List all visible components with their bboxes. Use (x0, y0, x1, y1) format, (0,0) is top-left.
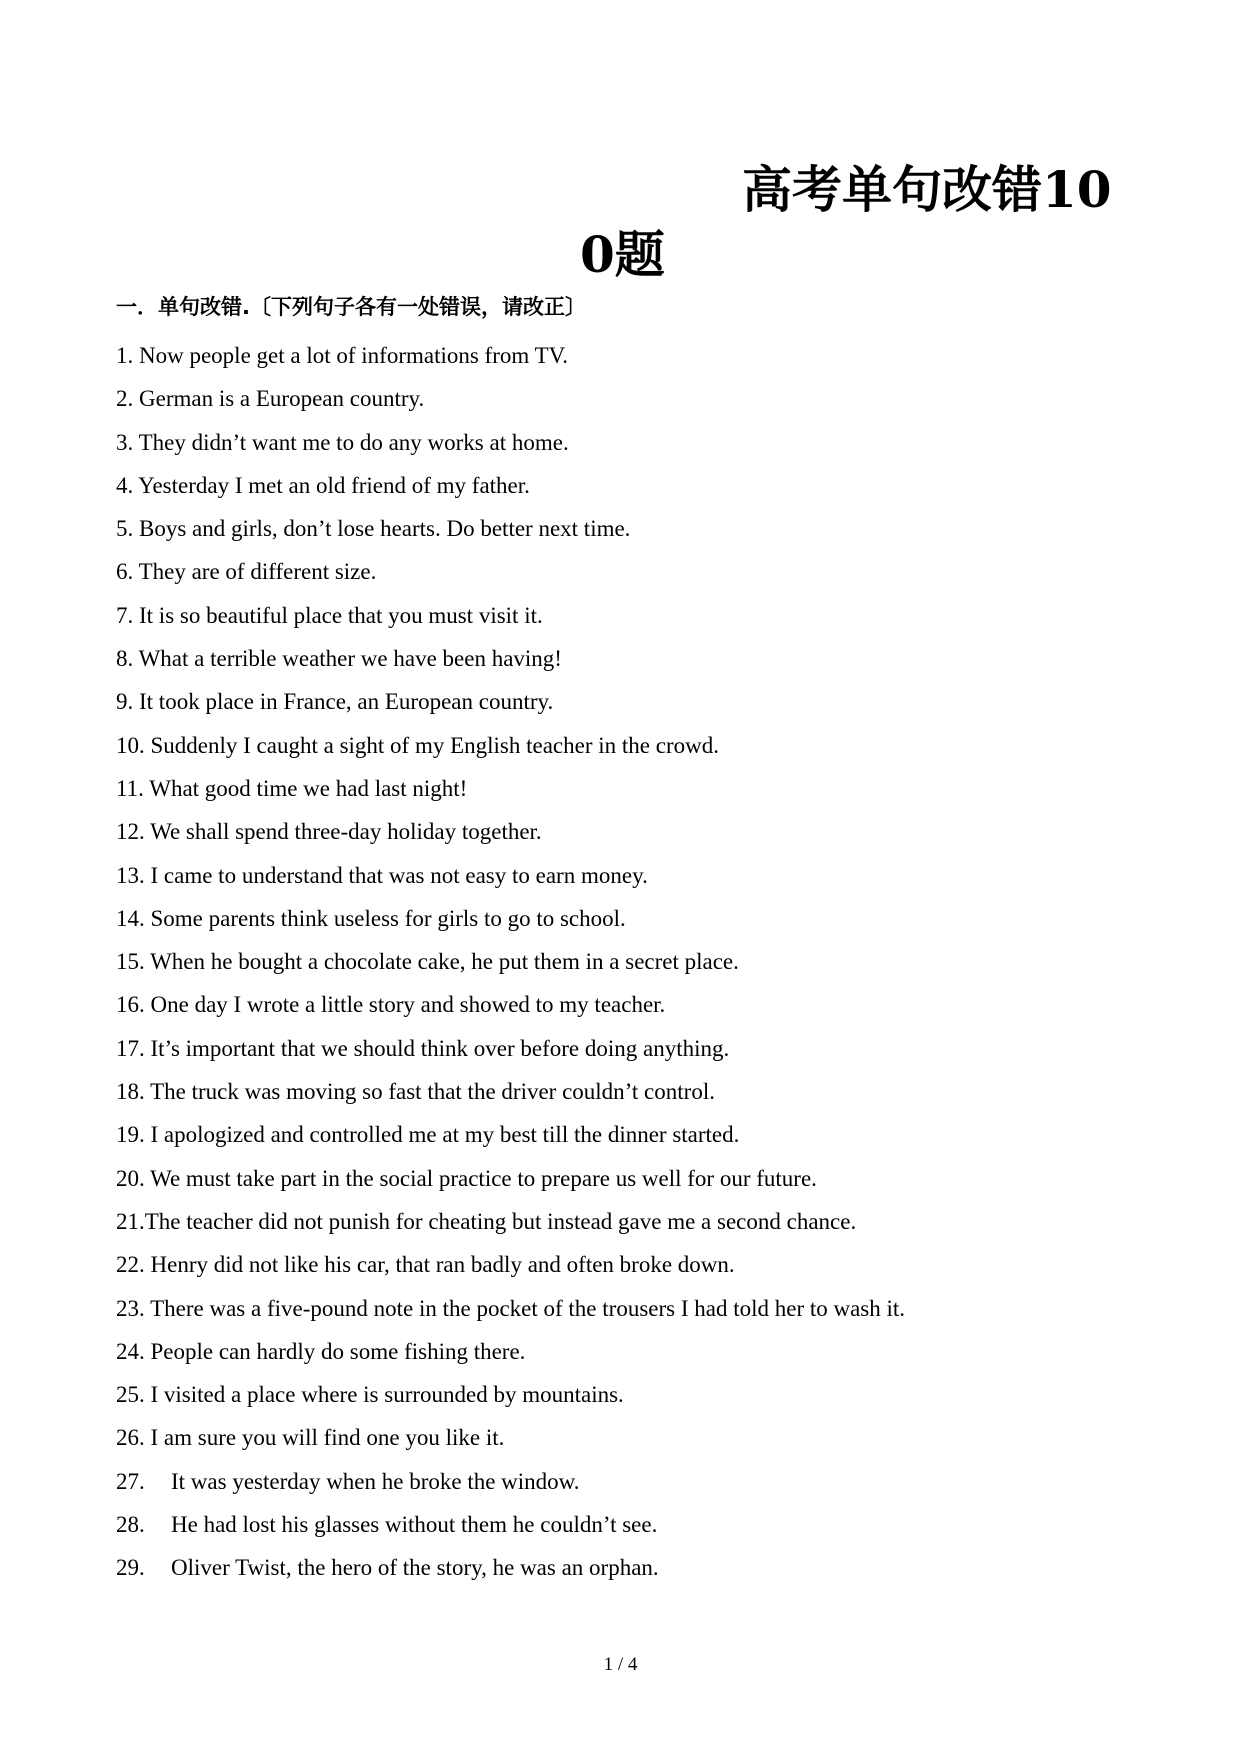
item-number: 28. (116, 1512, 145, 1538)
list-item (116, 904, 1156, 947)
item-text: What good time we had last night! (149, 775, 468, 801)
list-item (116, 990, 1156, 1033)
item-text: I visited a place where is surrounded by mountains. (150, 1382, 624, 1408)
list-item (116, 1467, 1156, 1510)
item-text: Yesterday I met an old friend of my father. (138, 472, 530, 498)
item-text: Henry did not like his car, that ran badly and often broke down. (150, 1252, 735, 1278)
item-number: 8. (116, 646, 134, 672)
item-number: 29. (116, 1555, 145, 1581)
item-text: They are of different size. (138, 559, 377, 585)
item-number: 7. (116, 602, 134, 628)
item-text: We must take part in the social practice to prepare us well for our future. (150, 1165, 817, 1191)
item-text: Oliver Twist, the hero of the story, he was an orphan. (171, 1555, 659, 1581)
item-text: I came to understand that was not easy to earn money. (150, 862, 648, 888)
item-text: It was yesterday when he broke the window. (171, 1468, 580, 1494)
section-heading: 一．单句改错.〔下列句子各有一处错误，请改正〕 (116, 295, 586, 319)
item-number: 4. (116, 472, 134, 498)
list-item (116, 471, 1156, 514)
list-item (116, 1510, 1156, 1553)
list-item (116, 1250, 1156, 1293)
item-text: Some parents think useless for girls to go to school. (150, 905, 626, 931)
page-title-line-1: 高考单句改错10 (742, 160, 1112, 219)
item-number: 15. (116, 949, 145, 975)
item-number: 3. (116, 429, 134, 455)
item-number: 18. (116, 1079, 145, 1105)
list-item (116, 687, 1156, 730)
list-item (116, 947, 1156, 990)
list-item (116, 1164, 1156, 1207)
list-item (116, 1294, 1156, 1337)
item-number: 27. (116, 1468, 145, 1494)
item-number: 26. (116, 1425, 145, 1451)
item-text: The teacher did not punish for cheating but instead gave me a second chance. (144, 1208, 857, 1234)
page-number: 1 / 4 (603, 1654, 638, 1675)
item-text: When he bought a chocolate cake, he put them in a secret place. (150, 949, 739, 975)
list-item (116, 428, 1156, 471)
list-item (116, 1034, 1156, 1077)
item-text: He had lost his glasses without them he couldn’t see. (171, 1512, 658, 1538)
item-number: 2. (116, 386, 134, 412)
list-item (116, 1337, 1156, 1380)
item-number: 22. (116, 1252, 145, 1278)
item-number: 25. (116, 1382, 145, 1408)
list-item (116, 1077, 1156, 1120)
item-text: It’s important that we should think over before doing anything. (150, 1035, 730, 1061)
list-item (116, 1207, 1156, 1250)
item-text: They didn’t want me to do any works at home. (138, 429, 569, 455)
list-item (116, 644, 1156, 687)
list-item (116, 774, 1156, 817)
list-item (116, 1423, 1156, 1466)
item-number: 17. (116, 1035, 145, 1061)
item-number: 19. (116, 1122, 145, 1148)
item-number: 5. (116, 516, 134, 542)
item-text: I apologized and controlled me at my best till the dinner started. (150, 1122, 740, 1148)
list-item (116, 384, 1156, 427)
list-item (116, 341, 1156, 384)
item-text: It took place in France, an European country. (139, 689, 554, 715)
page-title-line-2: 0题 (580, 225, 665, 284)
item-text: Boys and girls, don’t lose hearts. Do better next time. (139, 516, 631, 542)
item-text: The truck was moving so fast that the driver couldn’t control. (150, 1079, 715, 1105)
item-text: Now people get a lot of informations from TV. (139, 343, 569, 368)
item-text: We shall spend three-day holiday together. (150, 819, 542, 845)
item-number: 10. (116, 732, 145, 758)
list-item (116, 514, 1156, 557)
item-number: 12. (116, 819, 145, 845)
list-item (116, 1120, 1156, 1163)
list-item (116, 861, 1156, 904)
list-item (116, 731, 1156, 774)
item-number: 23. (116, 1295, 145, 1321)
list-item (116, 817, 1156, 860)
item-text: I am sure you will find one you like it. (150, 1425, 505, 1451)
item-text: Suddenly I caught a sight of my English teacher in the crowd. (150, 732, 719, 758)
item-number: 11. (116, 775, 144, 801)
list-item (116, 1553, 1156, 1596)
item-text: It is so beautiful place that you must visit it. (139, 602, 543, 628)
item-number: 21. (116, 1208, 145, 1234)
item-number: 9. (116, 689, 134, 715)
item-text: One day I wrote a little story and showed to my teacher. (150, 992, 666, 1018)
item-number: 13. (116, 862, 145, 888)
list-item (116, 601, 1156, 644)
item-number: 1. (116, 343, 134, 368)
item-number: 14. (116, 905, 145, 931)
item-number: 20. (116, 1165, 145, 1191)
item-number: 6. (116, 559, 134, 585)
item-number: 24. (116, 1338, 145, 1364)
item-text: German is a European country. (139, 386, 425, 412)
item-text: What a terrible weather we have been having! (138, 646, 562, 672)
exercise-list (116, 341, 1156, 1597)
list-item (116, 1380, 1156, 1423)
item-number: 16. (116, 992, 145, 1018)
list-item (116, 557, 1156, 600)
item-text: People can hardly do some fishing there. (150, 1338, 526, 1364)
item-text: There was a five-pound note in the pocket of the trousers I had told her to wash it. (150, 1295, 906, 1321)
